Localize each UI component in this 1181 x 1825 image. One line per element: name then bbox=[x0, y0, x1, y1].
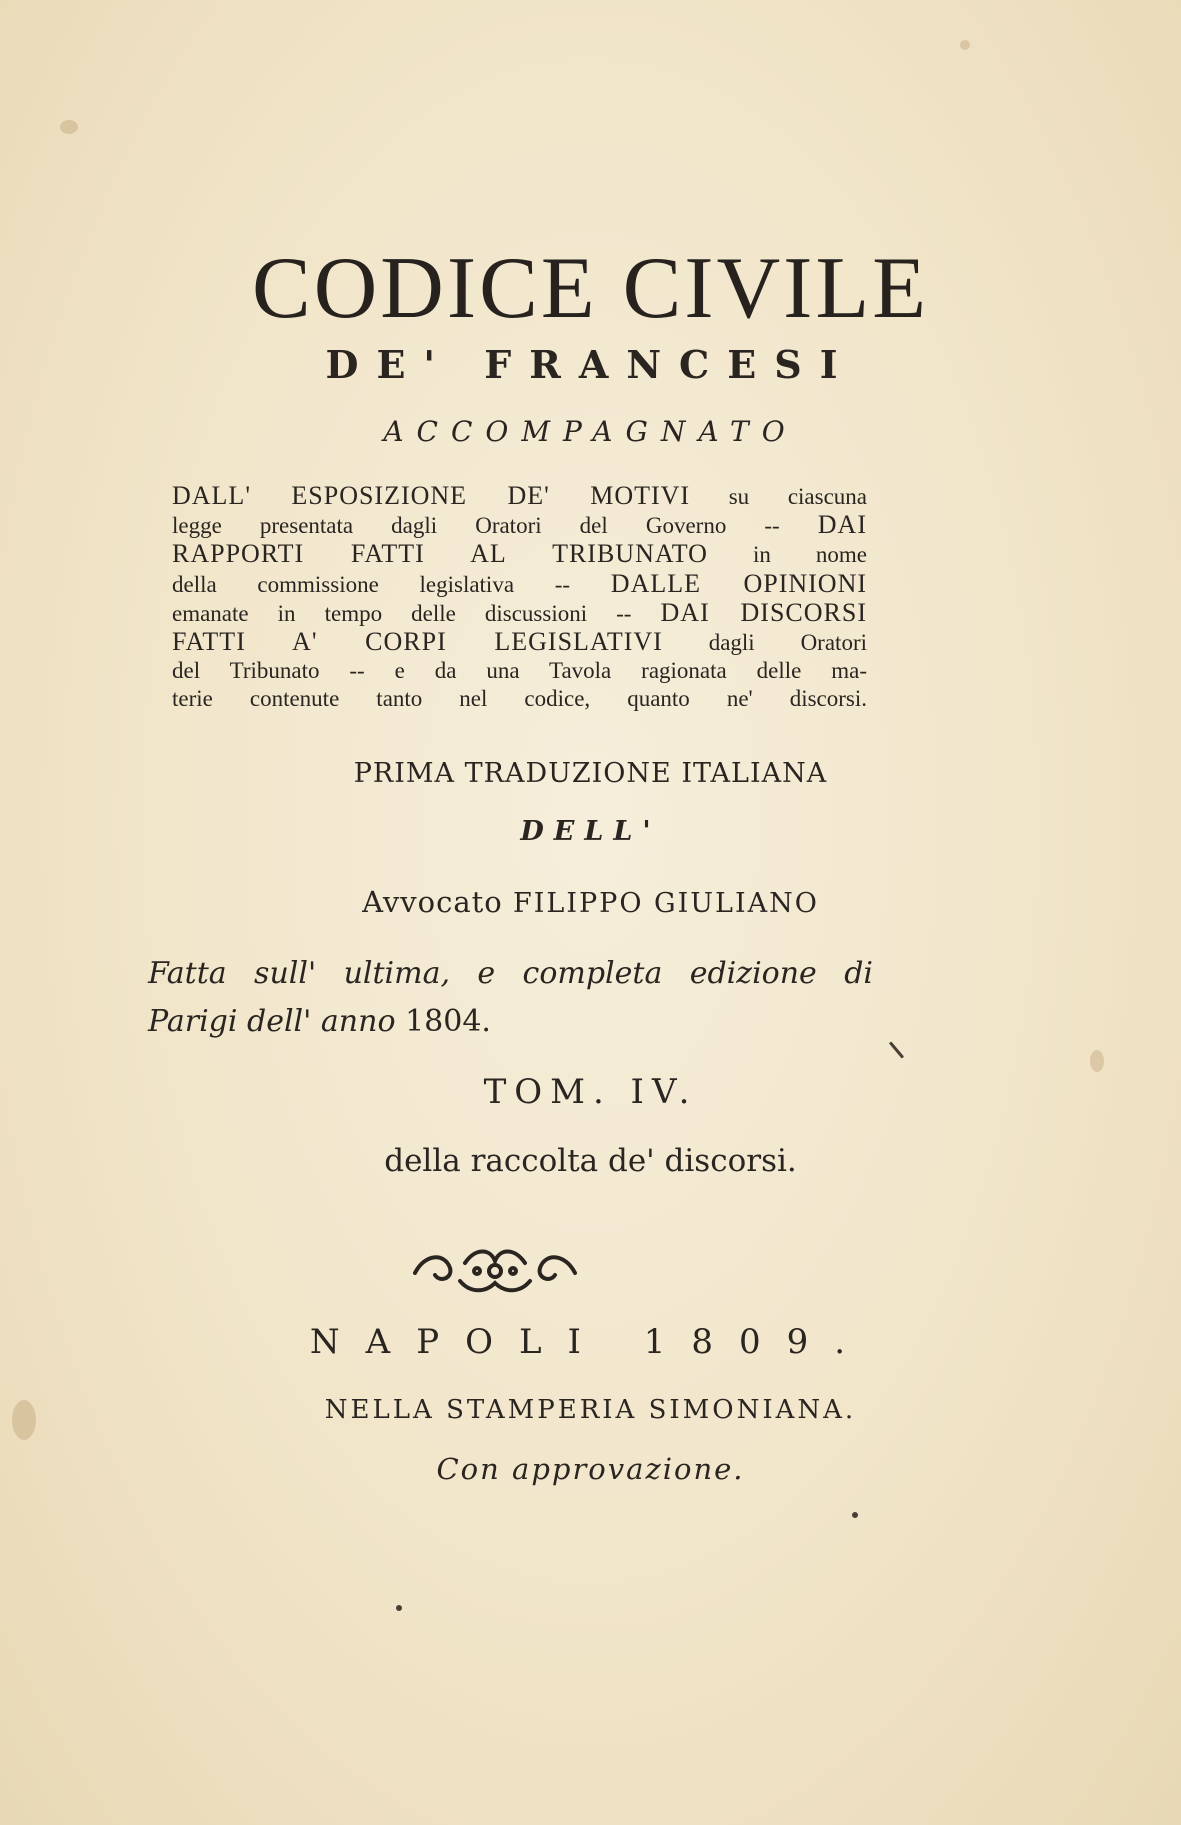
printer-ornament-icon bbox=[405, 1233, 585, 1303]
author-name: FILIPPO GIULIANO bbox=[512, 888, 819, 919]
translation-line: PRIMA TRADUZIONE ITALIANA bbox=[353, 758, 828, 789]
printer-line: NELLA STAMPERIA SIMONIANA. bbox=[324, 1395, 857, 1425]
ink-speck bbox=[852, 1512, 858, 1518]
description-text: legge presentata dagli Oratori del Governo -- bbox=[172, 513, 818, 539]
description-line bbox=[172, 511, 867, 540]
description-text: della commissione legislativa -- bbox=[172, 571, 611, 597]
description-line bbox=[172, 599, 867, 628]
description-line bbox=[172, 685, 867, 713]
description-line bbox=[172, 482, 867, 511]
description-caps-text: DAI bbox=[817, 510, 867, 540]
dell-line: DELL' bbox=[520, 816, 661, 847]
edition-line-2 bbox=[148, 998, 873, 1046]
description-text: in nome bbox=[707, 542, 867, 568]
description-caps-text: DALL' ESPOSIZIONE DE' MOTIVI bbox=[172, 481, 691, 510]
accompanied-heading: ACCOMPAGNATO bbox=[383, 415, 798, 448]
description-caps-text: DAI DISCORSI bbox=[660, 597, 867, 627]
ink-speck bbox=[889, 1041, 904, 1058]
description-text: terie contenute tanto nel codice, quanto ne' discorsi. bbox=[172, 686, 867, 712]
book-subtitle: DE' FRANCESI bbox=[325, 342, 856, 387]
description-text: del Tribunato -- e da una Tavola ragionata delle ma- bbox=[172, 658, 867, 684]
edition-line-1: Fatta sull' ultima, e completa edizione di bbox=[148, 956, 873, 991]
description-text: su ciascuna bbox=[690, 484, 867, 509]
tome-number: TOM. IV. bbox=[483, 1072, 698, 1112]
paper-stain bbox=[1090, 1050, 1104, 1072]
description-text: emanate in tempo delle discussioni -- bbox=[172, 600, 661, 626]
edition-year: 1804. bbox=[405, 1004, 491, 1039]
description-line bbox=[172, 657, 867, 685]
description-line bbox=[172, 570, 867, 599]
description-caps-text: RAPPORTI FATTI AL TRIBUNATO bbox=[172, 539, 708, 569]
approval-line: Con approvazione. bbox=[436, 1452, 745, 1486]
author-title: Avvocato bbox=[362, 885, 503, 919]
description-paragraph bbox=[172, 482, 867, 714]
description-line bbox=[172, 628, 867, 657]
collection-line: della raccolta de' discorsi. bbox=[384, 1143, 797, 1179]
description-caps-text: FATTI A' CORPI LEGISLATIVI bbox=[172, 627, 663, 657]
place-and-year: NAPOLI 1809. bbox=[309, 1322, 872, 1362]
edition-place: Parigi dell' anno bbox=[148, 1004, 406, 1039]
ink-speck bbox=[396, 1605, 402, 1611]
edition-note bbox=[148, 950, 873, 1046]
description-text: dagli Oratori bbox=[662, 630, 867, 656]
paper-stain bbox=[60, 120, 78, 134]
paper-stain bbox=[960, 40, 970, 50]
description-line bbox=[172, 540, 867, 569]
author-line bbox=[0, 885, 1181, 919]
description-caps-text: DALLE OPINIONI bbox=[610, 568, 868, 598]
book-title: CODICE CIVILE bbox=[252, 240, 929, 337]
